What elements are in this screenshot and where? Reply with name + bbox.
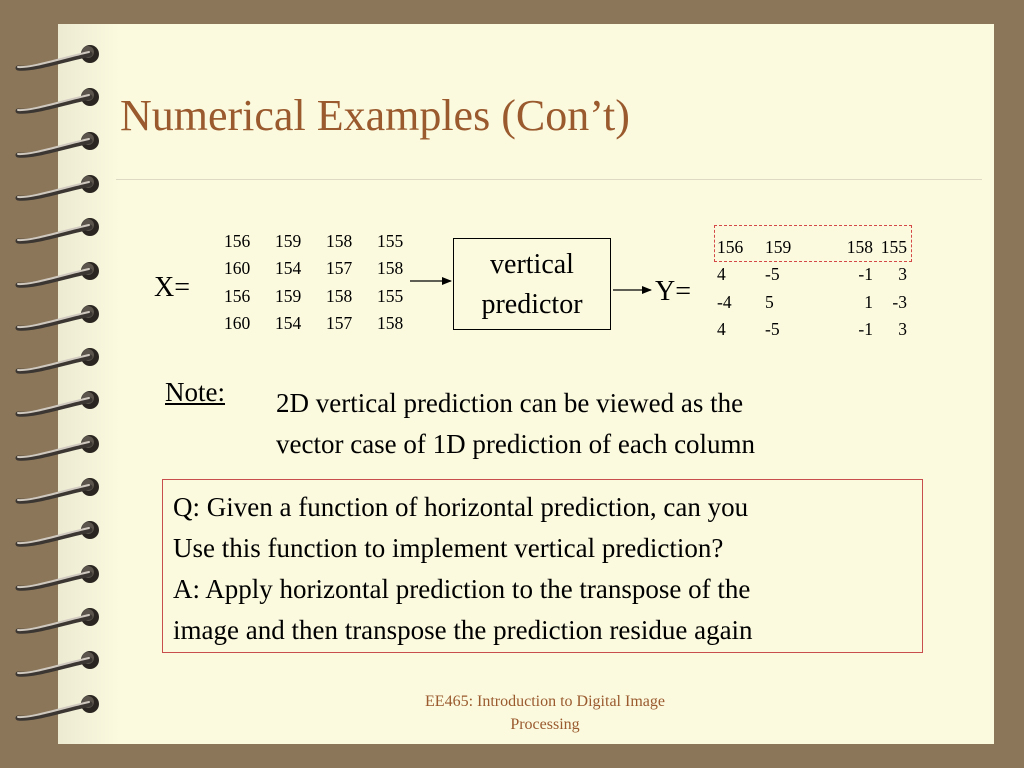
matrix-y-cell: 156 xyxy=(717,237,744,258)
predictor-label-line2: predictor xyxy=(481,289,583,320)
note-text xyxy=(276,383,916,465)
footer-line2: Processing xyxy=(510,716,580,733)
matrix-x-cell: 155 xyxy=(377,285,404,306)
matrix-y-cell: 158 xyxy=(846,237,873,258)
slide-footer xyxy=(380,690,710,736)
matrix-y-cell: 3 xyxy=(898,319,907,340)
matrix-y-cell: -5 xyxy=(765,319,780,340)
matrix-x-cell: 156 xyxy=(224,231,251,252)
matrix-x-cell: 158 xyxy=(326,231,353,252)
matrix-y-cell: -4 xyxy=(717,291,732,312)
matrix-y-cell: -1 xyxy=(858,319,873,340)
matrix-x-cell: 154 xyxy=(275,313,302,334)
matrix-x-cell: 159 xyxy=(275,285,302,306)
qa-line1: Q: Given a function of horizontal prediction, can you xyxy=(173,492,749,522)
matrix-y-cell: 159 xyxy=(765,237,792,258)
matrix-x-cell: 157 xyxy=(326,258,353,279)
matrix-y-cell: -5 xyxy=(765,264,780,285)
x-label: X= xyxy=(154,272,191,303)
matrix-x-cell: 160 xyxy=(224,258,251,279)
matrix-x-cell: 154 xyxy=(275,258,302,279)
matrix-y-cell: -3 xyxy=(892,291,907,312)
matrix-y-cell: 4 xyxy=(717,264,726,285)
matrix-y-cell: 155 xyxy=(880,237,907,258)
matrix-y-cell: -1 xyxy=(858,264,873,285)
y-label: Y= xyxy=(655,276,692,307)
matrix-x-cell: 158 xyxy=(377,313,404,334)
matrix-x-cell: 158 xyxy=(377,258,404,279)
qa-line4: image and then transpose the prediction residue again xyxy=(173,615,753,645)
matrix-x-cell: 157 xyxy=(326,313,353,334)
matrix-x-cell: 159 xyxy=(275,231,302,252)
matrix-y-cell: 4 xyxy=(717,319,726,340)
note-label: Note: xyxy=(165,377,225,407)
slide-title: Numerical Examples (Con’t) xyxy=(120,91,630,140)
note-line2: vector case of 1D prediction of each column xyxy=(276,429,756,459)
footer-line1: EE465: Introduction to Digital Image xyxy=(425,693,665,710)
qa-line2: Use this function to implement vertical prediction? xyxy=(173,533,724,563)
matrix-x-cell: 158 xyxy=(326,285,353,306)
matrix-x-cell: 156 xyxy=(224,285,251,306)
matrix-y-cell: 3 xyxy=(898,264,907,285)
question-answer-box xyxy=(162,479,923,653)
matrix-y-cell: 5 xyxy=(765,291,774,312)
note-line1: 2D vertical prediction can be viewed as the xyxy=(276,388,744,418)
matrix-x-cell: 160 xyxy=(224,313,251,334)
matrix-y-cell: 1 xyxy=(864,291,873,312)
predictor-label-line1: vertical xyxy=(490,249,574,280)
matrix-x-cell: 155 xyxy=(377,231,404,252)
qa-line3: A: Apply horizontal prediction to the transpose of the xyxy=(173,574,751,604)
